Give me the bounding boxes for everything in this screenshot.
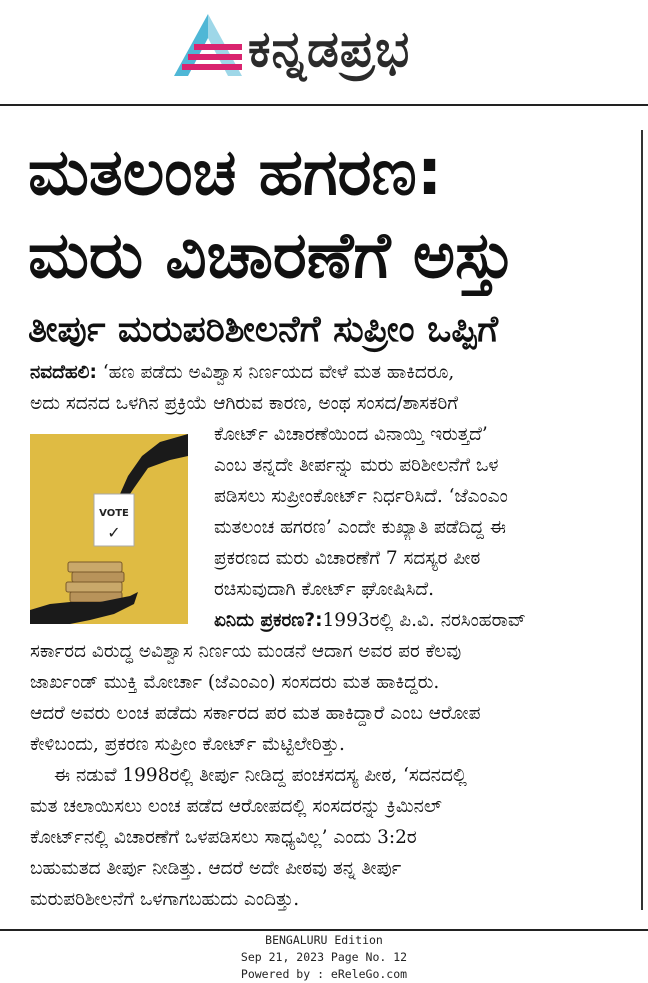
body-line: ಜಾರ್ಖಂಡ್ ಮುಕ್ತಿ ಮೋರ್ಚಾ (ಜೆಎಂಎಂ) ಸಂಸದರು ಮತ ಹಾಕಿದ್ದರು.: [30, 672, 440, 693]
body-line: ನವದೆಹಲಿ: ‘ಹಣ ಪಡೆದು ಅವಿಶ್ವಾಸ ನಿರ್ಣಯದ ವೇಳೆ ಮತ ಹಾಕಿದರೂ,: [30, 362, 455, 383]
footer-edition: BENGALURU Edition: [265, 933, 383, 947]
ballot-text: VOTE: [99, 508, 129, 519]
body-line: ಪಡಿಸಲು ಸುಪ್ರೀಂಕೋರ್ಟ್ ನಿರ್ಧರಿಸಿದೆ. ‘ಜೆಎಂಎಂ: [214, 486, 508, 507]
masthead: [0, 0, 648, 106]
body-line: ಏನಿದು ಪ್ರಕರಣ?:1993ರಲ್ಲಿ ಪಿ.ವಿ. ನರಸಿಂಹರಾವ್: [214, 610, 526, 631]
headline-line-1: ಮತಲಂಚ ಹಗರಣ:: [28, 136, 443, 210]
body-line: ರಚಿಸುವುದಾಗಿ ಕೋರ್ಟ್ ಘೋಷಿಸಿದೆ.: [214, 579, 434, 600]
section-label: ಏನಿದು ಪ್ರಕರಣ?:: [214, 610, 323, 631]
logo-icon: [170, 12, 246, 78]
subheadline: ತೀರ್ಪು ಮರುಪರಿಶೀಲನೆಗೆ ಸುಪ್ರೀಂ ಒಪ್ಪಿಗೆ: [28, 309, 499, 350]
body-line: ಮತಲಂಚ ಹಗರಣ’ ಎಂದೇ ಕುಖ್ಯಾತಿ ಪಡೆದಿದ್ದ ಈ: [214, 517, 506, 538]
body-line: ಎಂಬ ತನ್ನದೇ ತೀರ್ಪನ್ನು ಮರು ಪರಿಶೀಲನೆಗೆ ಒಳ: [214, 455, 499, 476]
footer-powered: Powered by : eReleGo.com: [240, 967, 408, 981]
body-line: ಪ್ರಕರಣದ ಮರು ವಿಚಾರಣೆಗೆ 7 ಸದಸ್ಯರ ಪೀಠ: [214, 548, 481, 569]
body-line: ಈ ನಡುವೆ 1998ರಲ್ಲಿ ತೀರ್ಪು ನೀಡಿದ್ದ ಪಂಚಸದಸ್ಯ ಪೀಠ, ‘ಸದನದಲ್ಲಿ: [54, 765, 467, 786]
body-line: ಕೇಳಿಬಂದು, ಪ್ರಕರಣ ಸುಪ್ರೀಂ ಕೋರ್ಟ್ ಮೆಟ್ಟಿಲೇರಿತ್ತು.: [30, 734, 345, 755]
column-rule: [641, 130, 643, 910]
body-line: ಮರುಪರಿಶೀಲನೆಗೆ ಒಳಗಾಗಬಹುದು ಎಂದಿತ್ತು.: [30, 889, 300, 910]
body-line: ಸರ್ಕಾರದ ವಿರುದ್ಧ ಅವಿಶ್ವಾಸ ನಿರ್ಣಯ ಮಂಡನೆ ಆದಾಗ ಅವರ ಪರ ಕೆಲವು: [30, 641, 462, 662]
body-line: ಕೋರ್ಟ್ ವಿಚಾರಣೆಯಿಂದ ವಿನಾಯ್ತಿ ಇರುತ್ತದೆ’: [214, 424, 488, 445]
footer-rule: [0, 929, 648, 931]
body-line: ಮತ ಚಲಾಯಿಸಲು ಲಂಚ ಪಡೆದ ಆರೋಪದಲ್ಲಿ ಸಂಸದರನ್ನು ಕ್ರಿಮಿನಲ್: [30, 796, 442, 817]
headline-line-2: ಮರು ವಿಚಾರಣೆಗೆ ಅಸ್ತು: [28, 219, 515, 293]
dateline: ನವದೆಹಲಿ:: [30, 362, 97, 383]
footer-date-page: Sep 21, 2023 Page No. 12: [240, 950, 408, 964]
body-line: ಕೋರ್ಟ್‌ನಲ್ಲಿ ವಿಚಾರಣೆಗೆ ಒಳಪಡಿಸಲು ಸಾಧ್ಯವಿಲ್ಲ’ ಎಂದು 3:2ರ: [30, 827, 417, 848]
logo-text: ಕನ್ನಡಪ್ರಭ: [248, 20, 411, 78]
vote-bribe-illustration: [30, 434, 188, 624]
article-photo: [30, 434, 188, 624]
body-line: ಅದು ಸದನದ ಒಳಗಿನ ಪ್ರಕ್ರಿಯೆ ಆಗಿರುವ ಕಾರಣ, ಅಂಥ ಸಂಸದ/ಶಾಸಕರಿಗೆ: [30, 393, 458, 414]
body-line: ಆದರೆ ಅವರು ಲಂಚ ಪಡೆದು ಸರ್ಕಾರದ ಪರ ಮತ ಹಾಕಿದ್ದಾರೆ ಎಂಬ ಆರೋಪ: [30, 703, 481, 724]
check-mark: ✓: [107, 523, 121, 542]
body-line: ಬಹುಮತದ ತೀರ್ಪು ನೀಡಿತ್ತು. ಆದರೆ ಅದೇ ಪೀಠವು ತನ್ನ ತೀರ್ಪು: [30, 858, 402, 879]
